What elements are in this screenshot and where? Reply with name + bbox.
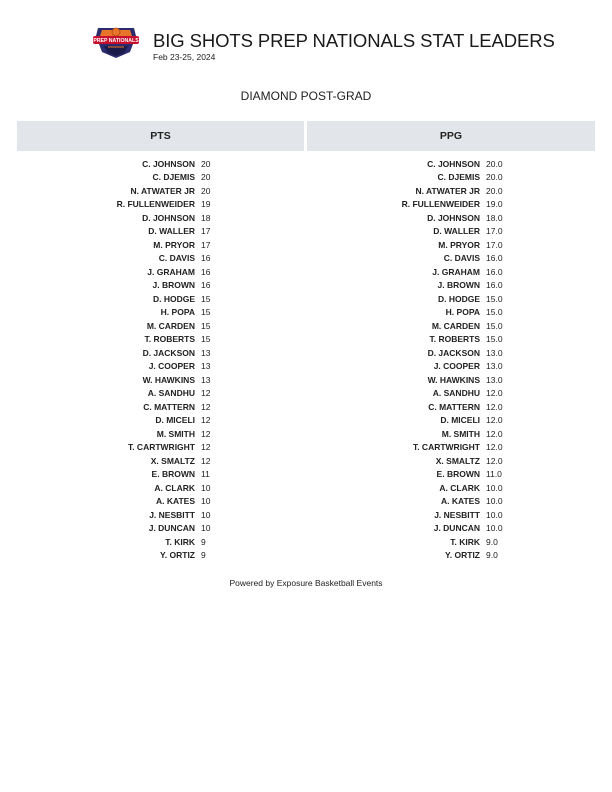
list-item	[0, 468, 503, 482]
stat-value: 18	[201, 212, 211, 223]
player-name: J. NESBITT	[149, 509, 195, 520]
player-name: J. BROWN	[437, 280, 480, 291]
stat-value: 17	[201, 239, 211, 250]
player-name: A. KATES	[440, 496, 480, 507]
player-name: T. KIRK	[165, 536, 195, 547]
list-item	[0, 238, 503, 252]
player-name: C. DJEMIS	[437, 172, 480, 183]
player-name: J. COOPER	[433, 361, 480, 372]
list-item	[0, 279, 503, 293]
stat-value: 20.0	[486, 185, 503, 196]
stat-value: 11.0	[486, 469, 502, 480]
stat-value: 17.0	[486, 226, 503, 237]
list-item	[0, 346, 503, 360]
stat-value: 12.0	[486, 388, 503, 399]
player-name: E. BROWN	[151, 469, 195, 480]
player-name: D. JACKSON	[142, 347, 195, 358]
stat-value: 12.0	[486, 428, 503, 439]
stat-value: 11	[201, 469, 210, 480]
event-logo	[90, 24, 142, 60]
stat-value: 9	[201, 536, 206, 547]
list-item	[0, 441, 503, 455]
player-name: M. CARDEN	[431, 320, 480, 331]
list-item	[0, 495, 503, 509]
player-name: C. JOHNSON	[142, 158, 195, 169]
player-name: Y. ORTIZ	[160, 550, 195, 561]
stat-value: 10	[201, 496, 211, 507]
list-item	[0, 508, 503, 522]
player-name: R. FULLENWEIDER	[401, 199, 480, 210]
player-name: J. BROWN	[152, 280, 195, 291]
stat-value: 10	[201, 482, 211, 493]
player-name: D. JACKSON	[427, 347, 480, 358]
stat-value: 16.0	[486, 280, 503, 291]
stat-value: 18.0	[486, 212, 503, 223]
list-item	[0, 373, 503, 387]
player-name: M. PRYOR	[438, 239, 480, 250]
column-header-ppg: PPG	[307, 121, 595, 151]
stat-value: 20.0	[486, 158, 503, 169]
stat-value: 15.0	[486, 334, 503, 345]
stat-value: 20.0	[486, 172, 503, 183]
list-item	[0, 319, 503, 333]
stat-value: 13.0	[486, 374, 503, 385]
page-title: BIG SHOTS PREP NATIONALS STAT LEADERS	[153, 30, 555, 51]
player-name: C. MATTERN	[143, 401, 195, 412]
list-item	[0, 292, 503, 306]
player-name: J. NESBITT	[434, 509, 480, 520]
player-name: M. PRYOR	[153, 239, 195, 250]
list-item	[0, 400, 503, 414]
player-name: T. KIRK	[450, 536, 480, 547]
player-name: J. DUNCAN	[433, 523, 480, 534]
player-name: D. HODGE	[437, 293, 480, 304]
stat-value: 9.0	[486, 550, 498, 561]
list-item	[0, 252, 503, 266]
player-name: N. ATWATER JR	[415, 185, 480, 196]
stat-value: 15.0	[486, 307, 503, 318]
event-dates: Feb 23-25, 2024	[153, 52, 216, 62]
list-item	[0, 157, 503, 171]
player-name: C. MATTERN	[428, 401, 480, 412]
stat-value: 15	[201, 307, 211, 318]
stat-value: 10.0	[486, 482, 503, 493]
player-name: D. WALLER	[148, 226, 195, 237]
player-name: X. SMALTZ	[435, 455, 480, 466]
stat-value: 19	[201, 199, 211, 210]
player-name: T. CARTWRIGHT	[412, 442, 480, 453]
list-item	[0, 306, 503, 320]
player-name: T. ROBERTS	[144, 334, 195, 345]
stat-value: 12	[201, 415, 211, 426]
list-item	[0, 171, 503, 185]
player-name: D. JOHNSON	[427, 212, 480, 223]
logo-wordmark: PREP NATIONALS	[93, 38, 139, 45]
player-name: T. ROBERTS	[429, 334, 480, 345]
player-name: H. POPA	[160, 307, 195, 318]
stat-value: 10.0	[486, 523, 503, 534]
player-name: A. SANDHU	[147, 388, 195, 399]
list-item	[0, 535, 503, 549]
stat-value: 19.0	[486, 199, 503, 210]
stat-value: 16	[201, 253, 211, 264]
player-name: W. HAWKINS	[142, 374, 195, 385]
stat-value: 10.0	[486, 509, 503, 520]
stat-value: 12.0	[486, 455, 503, 466]
stat-value: 13	[201, 347, 211, 358]
list-item	[0, 333, 503, 347]
list-item	[0, 454, 503, 468]
stat-value: 13	[201, 374, 211, 385]
stat-value: 15	[201, 320, 211, 331]
player-name: D. MICELI	[155, 415, 195, 426]
player-name: M. SMITH	[441, 428, 480, 439]
stat-value: 15.0	[486, 293, 503, 304]
stat-value: 10.0	[486, 496, 503, 507]
stat-value: 20	[201, 158, 211, 169]
player-name: A. CLARK	[154, 482, 195, 493]
player-name: H. POPA	[445, 307, 480, 318]
stat-value: 15.0	[486, 320, 503, 331]
player-name: R. FULLENWEIDER	[116, 199, 195, 210]
player-name: N. ATWATER JR	[130, 185, 195, 196]
list-item	[0, 549, 503, 563]
stat-value: 15	[201, 334, 211, 345]
stat-value: 16	[201, 266, 211, 277]
stat-value: 16.0	[486, 253, 503, 264]
player-name: A. CLARK	[439, 482, 480, 493]
stat-value: 13.0	[486, 361, 503, 372]
player-name: J. GRAHAM	[147, 266, 195, 277]
ppg-leaders-list	[0, 157, 503, 562]
list-item	[0, 184, 503, 198]
list-item	[0, 414, 503, 428]
list-item	[0, 198, 503, 212]
player-name: X. SMALTZ	[150, 455, 195, 466]
list-item	[0, 427, 503, 441]
stat-value: 9.0	[486, 536, 498, 547]
list-item	[0, 225, 503, 239]
player-name: T. CARTWRIGHT	[127, 442, 195, 453]
player-name: J. DUNCAN	[148, 523, 195, 534]
stat-value: 17.0	[486, 239, 503, 250]
list-item	[0, 522, 503, 536]
player-name: Y. ORTIZ	[445, 550, 480, 561]
stat-value: 12	[201, 388, 211, 399]
stat-value: 10	[201, 509, 211, 520]
stat-value: 13.0	[486, 347, 503, 358]
player-name: C. DAVIS	[158, 253, 195, 264]
player-name: D. MICELI	[440, 415, 480, 426]
stat-value: 12	[201, 455, 211, 466]
player-name: A. SANDHU	[432, 388, 480, 399]
player-name: M. SMITH	[156, 428, 195, 439]
stat-value: 12	[201, 428, 211, 439]
player-name: D. HODGE	[152, 293, 195, 304]
stat-value: 20	[201, 172, 211, 183]
player-name: A. KATES	[155, 496, 195, 507]
column-header-pts: PTS	[17, 121, 304, 151]
player-name: J. COOPER	[148, 361, 195, 372]
stat-value: 9	[201, 550, 206, 561]
list-item	[0, 481, 503, 495]
stat-value: 10	[201, 523, 211, 534]
player-name: E. BROWN	[436, 469, 480, 480]
player-name: W. HAWKINS	[427, 374, 480, 385]
stat-value: 15	[201, 293, 211, 304]
stat-value: 12.0	[486, 442, 503, 453]
stat-value: 12	[201, 401, 211, 412]
footer-credit: Powered by Exposure Basketball Events	[229, 578, 383, 588]
player-name: M. CARDEN	[146, 320, 195, 331]
list-item	[0, 211, 503, 225]
stat-value: 16.0	[486, 266, 503, 277]
division-title: DIAMOND POST-GRAD	[240, 89, 372, 103]
player-name: D. WALLER	[433, 226, 480, 237]
stat-value: 12.0	[486, 401, 503, 412]
list-item	[0, 387, 503, 401]
player-name: C. DAVIS	[443, 253, 480, 264]
list-item	[0, 265, 503, 279]
stat-value: 16	[201, 280, 211, 291]
stat-value: 12.0	[486, 415, 503, 426]
player-name: C. DJEMIS	[152, 172, 195, 183]
player-name: D. JOHNSON	[142, 212, 195, 223]
stat-value: 20	[201, 185, 211, 196]
player-name: J. GRAHAM	[432, 266, 480, 277]
stat-value: 12	[201, 442, 211, 453]
stat-value: 17	[201, 226, 211, 237]
stat-value: 13	[201, 361, 211, 372]
list-item	[0, 360, 503, 374]
player-name: C. JOHNSON	[427, 158, 480, 169]
